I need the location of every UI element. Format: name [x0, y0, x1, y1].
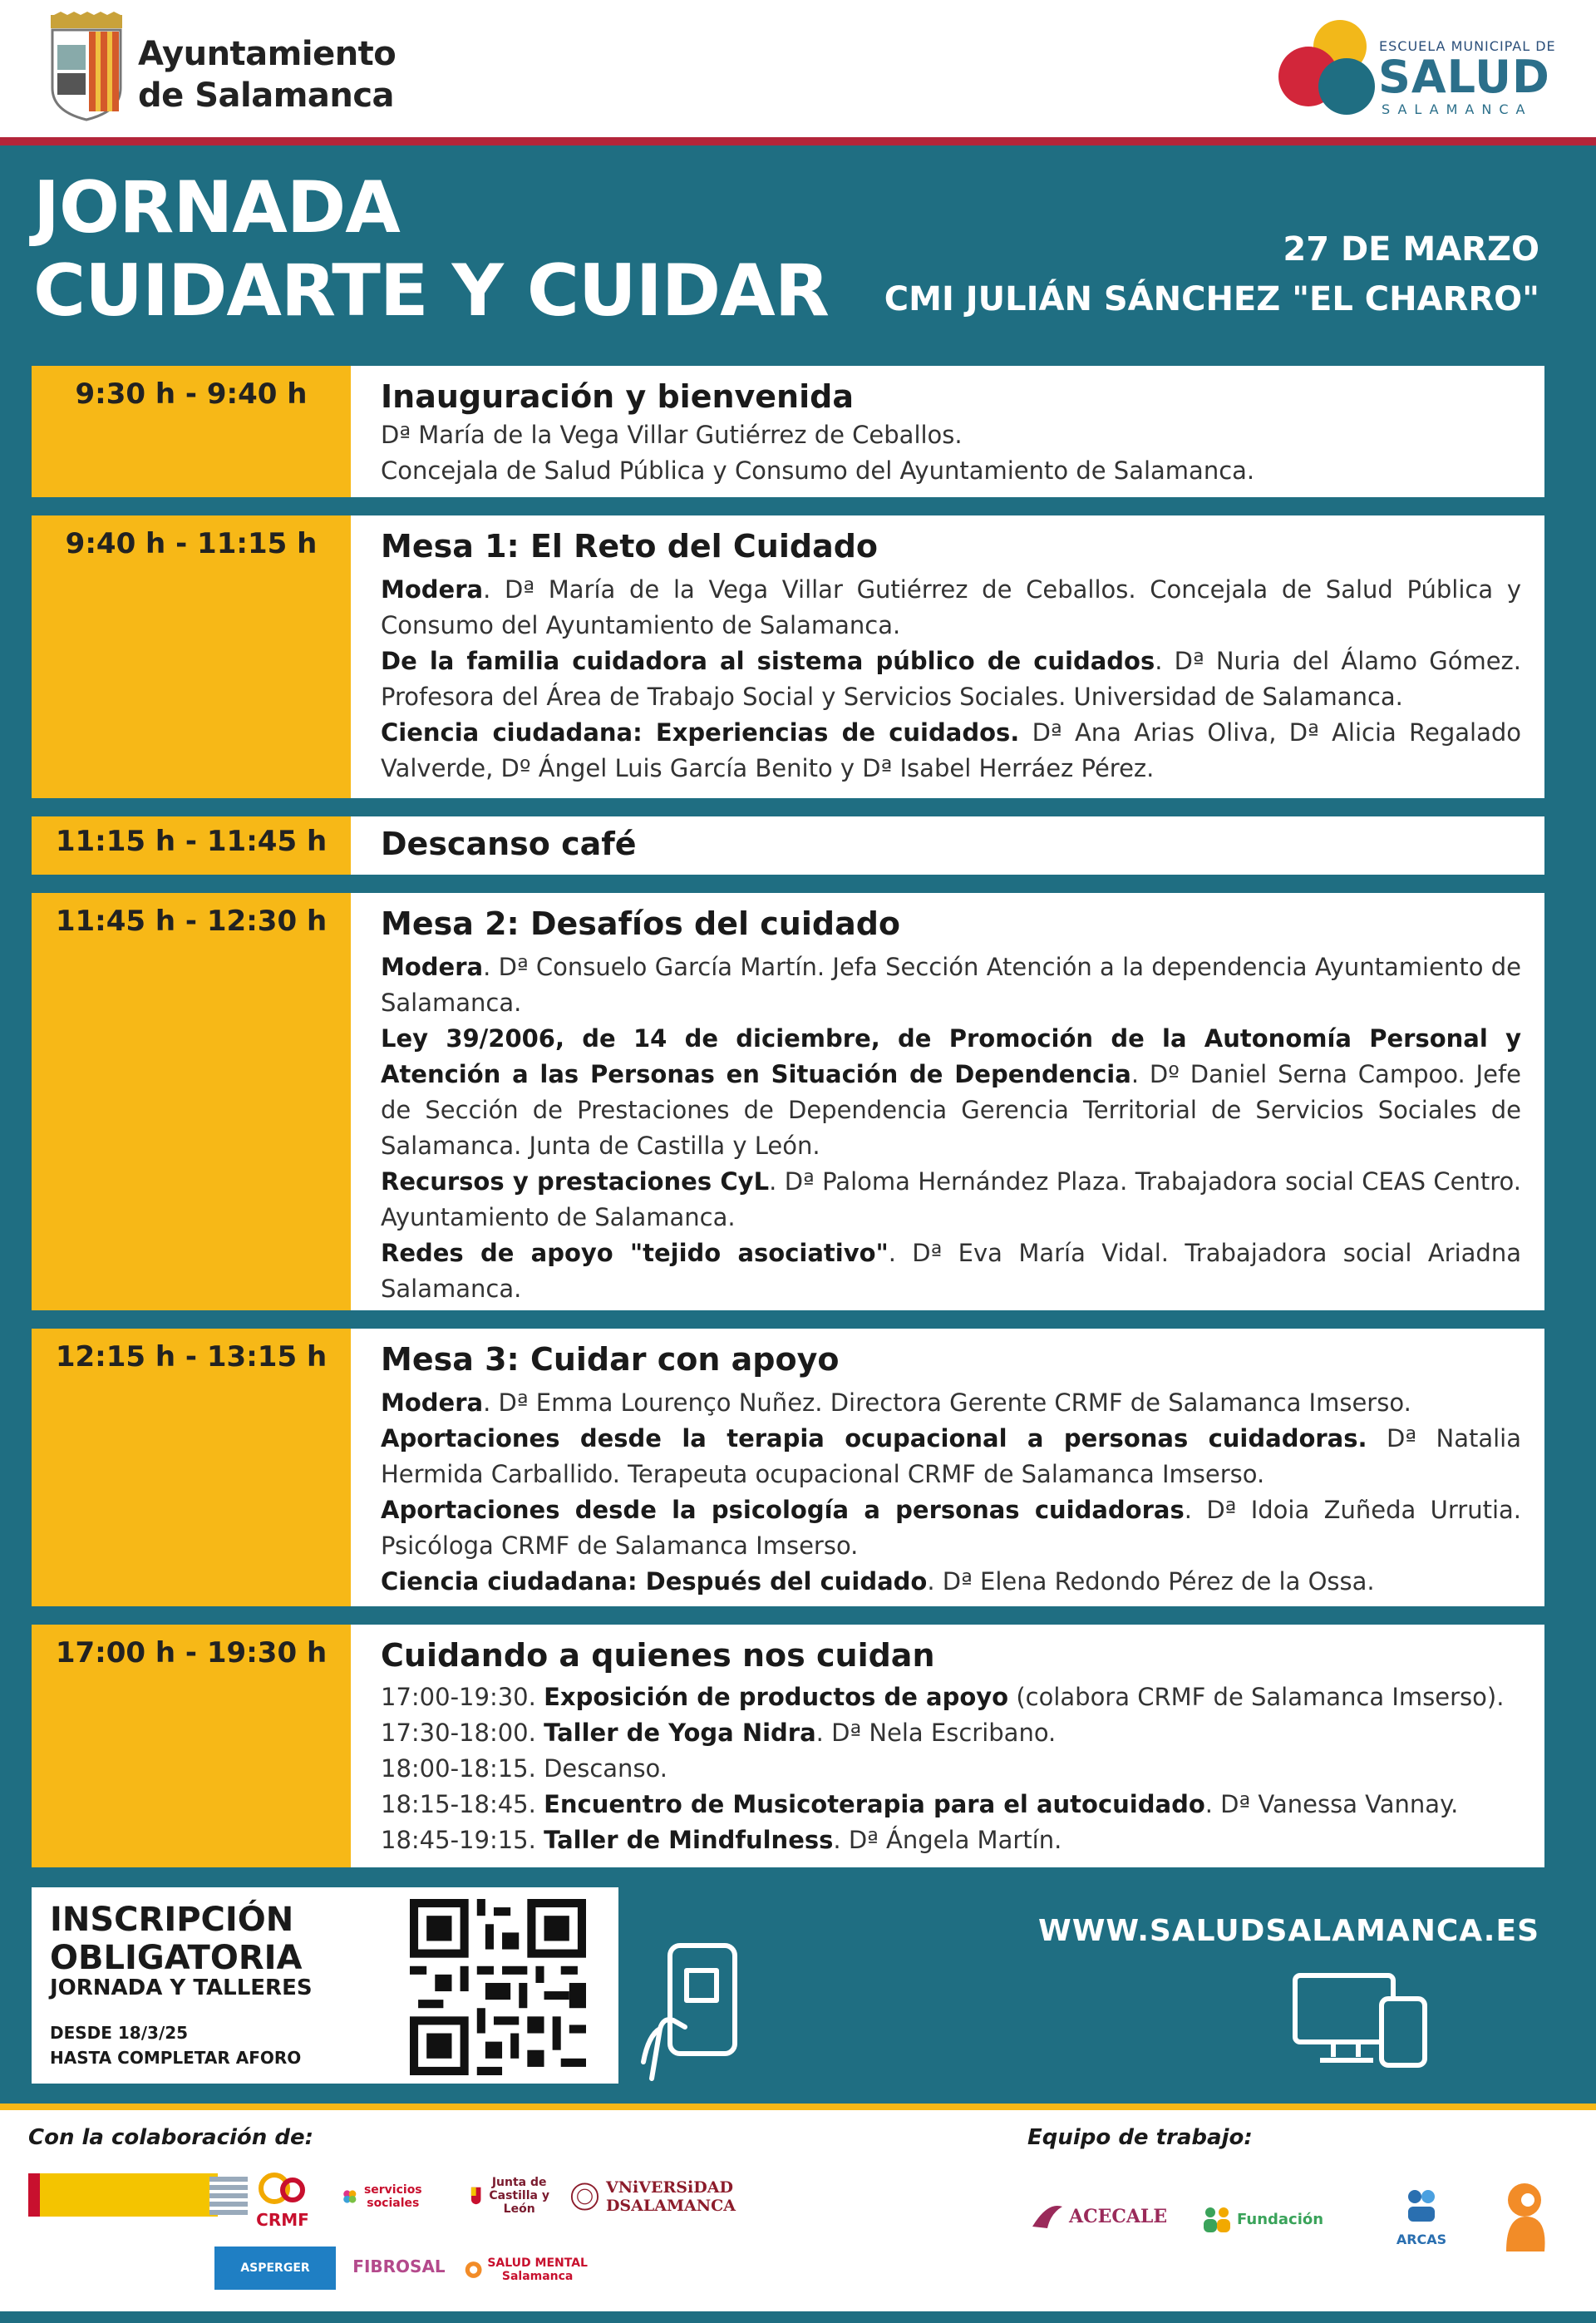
event-place: CMI JULIÁN SÁNCHEZ "EL CHARRO"	[884, 280, 1539, 318]
line-text: . Dª María de la Vega Villar Gutiérrez de Ceballos. Concejala de Salud Pública y Consumo del Ayuntamiento de Salamanca.	[381, 575, 1521, 639]
session-title: Mesa 1: El Reto del Cuidado	[381, 528, 879, 565]
session-body	[351, 366, 1544, 497]
people-icon	[1200, 2202, 1234, 2236]
session-time: 17:00 h - 19:30 h	[32, 1625, 351, 1867]
line-time: 18:00-18:15.	[381, 1754, 544, 1783]
title-line1: JORNADA	[33, 166, 400, 249]
registration-box	[32, 1887, 618, 2084]
header-divider	[0, 137, 1596, 145]
line-text: Dª Natalia Hermida Carballido. Terapeuta ocupacional CRMF de Salamanca Imserso.	[381, 1424, 1521, 1488]
session-line	[381, 1679, 1521, 1715]
universidad-text: VNiVERSiDAD DSALAMANCA	[605, 2178, 736, 2215]
session-title: Mesa 2: Desafíos del cuidado	[381, 905, 901, 942]
gobierno-logo	[28, 2173, 218, 2217]
line-text: . Dª Eva María Vidal. Trabajadora social Ariadna Salamanca.	[381, 1239, 1521, 1303]
registration-line3: JORNADA Y TALLERES	[50, 1975, 313, 2000]
ayuntamiento-line2: de Salamanca	[138, 76, 395, 115]
line-text: . Dª Idoia Zuñeda Urrutia. Psicóloga CRMF de Salamanca Imserso.	[381, 1496, 1521, 1560]
session-line	[381, 1021, 1521, 1164]
fundacion-text: Fundación	[1237, 2210, 1324, 2228]
salud-mental-icon	[464, 2253, 483, 2286]
session-body	[351, 893, 1544, 1310]
session-title: Mesa 3: Cuidar con apoyo	[381, 1341, 840, 1378]
session-line	[381, 1164, 1521, 1235]
junta-text: Junta de Castilla y León	[489, 2176, 549, 2216]
registration-line5: HASTA COMPLETAR AFORO	[50, 2048, 302, 2068]
session-title: Descanso café	[381, 826, 637, 862]
phone-scan-icon	[635, 1937, 751, 2087]
arcas-text: ARCAS	[1396, 2232, 1447, 2247]
salud-mental-text: SALUD MENTAL Salamanca	[487, 2256, 588, 2283]
session-line	[381, 1492, 1521, 1564]
flower-icon	[341, 2180, 359, 2213]
session-time: 12:15 h - 13:15 h	[32, 1329, 351, 1606]
line-text: . Dª Elena Redondo Pérez de la Ossa.	[927, 1567, 1375, 1596]
event-title	[33, 166, 829, 333]
footer-divider	[0, 2104, 1596, 2110]
registration-dates	[50, 2020, 301, 2070]
schedule-row	[32, 816, 1544, 875]
registration-line2: OBLIGATORIA	[50, 1939, 303, 1977]
ministerio-logo	[209, 2177, 248, 2215]
line-bold: Ciencia ciudadana: Después del cuidado	[381, 1567, 928, 1596]
session-line	[381, 1385, 1521, 1421]
fibrosal-logo	[349, 2256, 449, 2276]
orange-figure-icon	[1490, 2180, 1556, 2255]
session-line	[381, 1564, 1521, 1600]
line-bold: Redes de apoyo "tejido asociativo"	[381, 1239, 889, 1267]
schedule-row	[32, 515, 1544, 798]
asperger-logo	[214, 2247, 336, 2290]
arcas-logo	[1363, 2185, 1480, 2247]
session-body	[351, 1329, 1544, 1606]
session-line	[381, 417, 1521, 453]
line-time: 17:30-18:00.	[381, 1719, 544, 1747]
bottom-bar	[0, 2311, 1596, 2323]
line-bold: Exposición de productos de apoyo	[544, 1683, 1009, 1711]
line-text: Dª María de la Vega Villar Gutiérrez de Ceballos.	[381, 421, 963, 449]
line-time: 18:45-19:15.	[381, 1826, 544, 1854]
universidad-logo	[570, 2173, 770, 2220]
event-date: 27 DE MARZO	[1283, 230, 1539, 269]
registration-heading	[50, 1901, 302, 1977]
city-shield-icon	[46, 12, 127, 121]
university-seal-icon	[570, 2173, 599, 2220]
session-line	[381, 949, 1521, 1021]
schedule-row	[32, 366, 1544, 497]
line-bold: Modera	[381, 953, 484, 981]
servicios-sociales-logo	[341, 2180, 424, 2213]
salud-logo	[1275, 15, 1558, 123]
line-text: Descanso.	[544, 1754, 667, 1783]
arcas-icon	[1398, 2185, 1445, 2228]
schedule-row	[32, 893, 1544, 1310]
fundacion-logo	[1200, 2193, 1347, 2245]
line-text: Concejala de Salud Pública y Consumo del Ayuntamiento de Salamanca.	[381, 456, 1255, 485]
session-line	[381, 1751, 1521, 1787]
line-bold: Ley 39/2006, de 14 de diciembre, de Promoción de la Autonomía Personal y Atención a las Personas en Situación de Dependencia	[381, 1024, 1521, 1088]
line-text: . Dª Ángela Martín.	[833, 1826, 1062, 1854]
session-body	[351, 1625, 1544, 1867]
session-line	[381, 715, 1521, 787]
salud-line3: SALAMANCA	[1382, 101, 1533, 117]
line-bold: Encuentro de Musicoterapia para el autocuidado	[544, 1790, 1205, 1818]
line-bold: Aportaciones desde la psicología a personas cuidadoras	[381, 1496, 1185, 1524]
crmf-logo	[249, 2168, 316, 2230]
salud-mental-logo	[464, 2253, 589, 2286]
event-date-place	[884, 224, 1539, 324]
line-text: . Dª Nela Escribano.	[815, 1719, 1057, 1747]
website-link[interactable]: WWW.SALUDSALAMANCA.ES	[1038, 1914, 1539, 1948]
line-text: . Dª Paloma Hernández Plaza. Trabajadora social CEAS Centro. Ayuntamiento de Salamanca.	[381, 1167, 1522, 1231]
line-time: 18:15-18:45.	[381, 1790, 544, 1818]
session-line	[381, 1715, 1521, 1751]
registration-line1: INSCRIPCIÓN	[50, 1901, 294, 1939]
crmf-text: CRMF	[256, 2210, 309, 2230]
session-time: 9:40 h - 11:15 h	[32, 515, 351, 798]
session-time: 11:45 h - 12:30 h	[32, 893, 351, 1310]
line-bold: Modera	[381, 575, 484, 604]
line-time: 17:00-19:30.	[381, 1683, 544, 1711]
session-line	[381, 1235, 1521, 1307]
session-body	[351, 515, 1544, 798]
acecale-text: ACECALE	[1069, 2206, 1168, 2227]
line-text: . Dª Vanessa Vannay.	[1204, 1790, 1459, 1818]
collaboration-label: Con la colaboración de:	[28, 2125, 313, 2150]
line-bold: Ciencia ciudadana: Experiencias de cuidados.	[381, 718, 1020, 747]
salud-line1: ESCUELA MUNICIPAL DE	[1379, 38, 1556, 54]
junta-logo	[470, 2175, 554, 2217]
session-line	[381, 644, 1521, 715]
session-title: Cuidando a quienes nos cuidan	[381, 1637, 935, 1674]
line-bold: De la familia cuidadora al sistema público de cuidados	[381, 647, 1155, 675]
devices-icon	[1290, 1970, 1431, 2069]
city-council-name	[138, 33, 396, 116]
session-time: 11:15 h - 11:45 h	[32, 816, 351, 875]
line-text: (colabora CRMF de Salamanca Imserso).	[1008, 1683, 1505, 1711]
servicios-sociales-text: servicios sociales	[363, 2183, 422, 2210]
title-line2: CUIDARTE Y CUIDAR	[33, 249, 829, 333]
fibrosal-text: FIBROSAL	[352, 2256, 446, 2276]
line-text: . Dª Emma Lourenço Nuñez. Directora Gerente CRMF de Salamanca Imserso.	[483, 1388, 1411, 1417]
session-body	[351, 816, 1544, 875]
header	[0, 0, 1596, 137]
line-bold: Aportaciones desde la terapia ocupacional a personas cuidadoras.	[381, 1424, 1367, 1452]
acecale-logo	[1031, 2202, 1180, 2232]
line-text: . Dª Nuria del Álamo Gómez. Profesora del Área de Trabajo Social y Servicios Sociales. Universidad de Salamanca.	[381, 647, 1521, 711]
schedule-row	[32, 1329, 1544, 1606]
line-bold: Recursos y prestaciones CyL	[381, 1167, 770, 1196]
team-label: Equipo de trabajo:	[1027, 2125, 1253, 2150]
registration-line4: DESDE 18/3/25	[50, 2023, 189, 2043]
line-text: . Dº Daniel Serna Campoo. Jefe de Sección de Prestaciones de Dependencia Gerencia Territorial de Servicios Sociales de Salamanca. Junta de Castilla y León.	[381, 1060, 1522, 1160]
session-line	[381, 572, 1521, 644]
session-line	[381, 453, 1521, 489]
asperger-text: ASPERGER	[240, 2261, 310, 2275]
crmf-icon	[249, 2168, 316, 2207]
session-line	[381, 1787, 1521, 1822]
qr-code-icon[interactable]	[410, 1899, 586, 2075]
schedule-row	[32, 1625, 1544, 1867]
ayuntamiento-line1: Ayuntamiento	[138, 35, 397, 73]
session-line	[381, 1421, 1521, 1492]
line-text: Dª Ana Arias Oliva, Dª Alicia Regalado Valverde, Dº Ángel Luis García Benito y Dª Isabel Herráez Pérez.	[381, 718, 1521, 782]
line-bold: Modera	[381, 1388, 484, 1417]
session-time: 9:30 h - 9:40 h	[32, 366, 351, 497]
line-bold: Taller de Yoga Nidra	[544, 1719, 816, 1747]
junta-shield-icon	[470, 2175, 481, 2217]
line-bold: Taller de Mindfulness	[544, 1826, 834, 1854]
line-text: . Dª Consuelo García Martín. Jefa Sección Atención a la dependencia Ayuntamiento de Salamanca.	[381, 953, 1521, 1017]
salud-line2: SALUD	[1378, 51, 1550, 103]
session-line	[381, 1822, 1521, 1858]
bird-icon	[1031, 2202, 1064, 2232]
salud-circles-icon	[1275, 15, 1379, 123]
session-title: Inauguración y bienvenida	[381, 378, 854, 415]
